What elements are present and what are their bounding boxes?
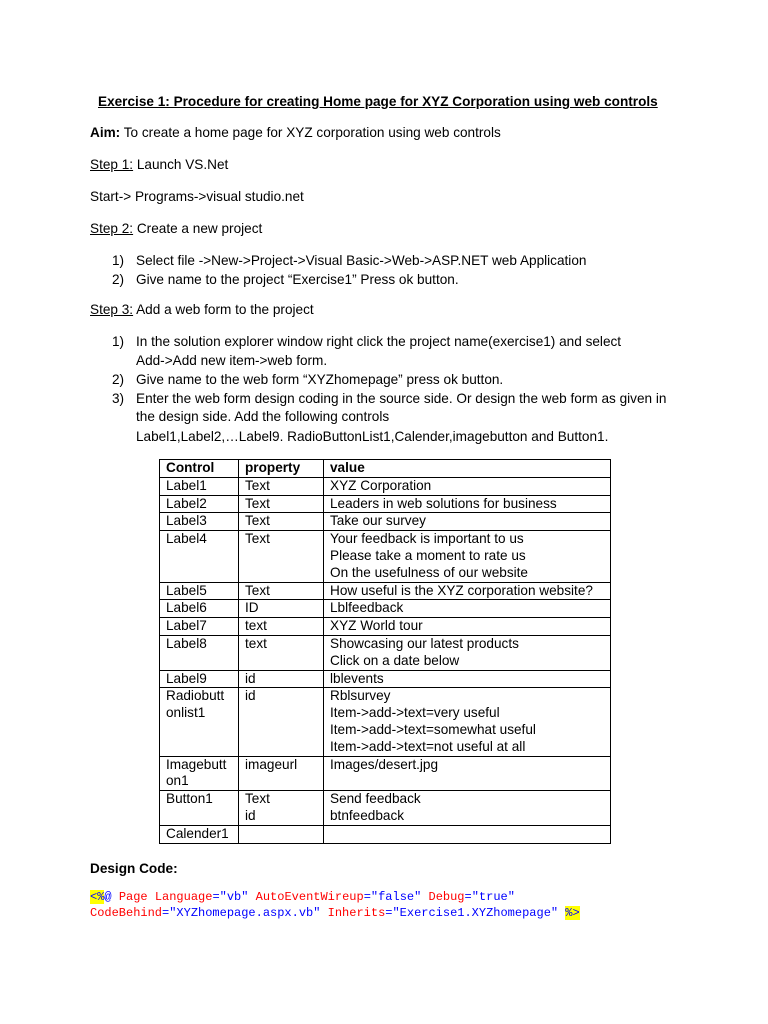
design-code-heading: Design Code: — [90, 861, 178, 876]
cell-property-line: Text — [245, 513, 270, 529]
cell-property-line: text — [245, 618, 267, 634]
code-token: ="true" — [464, 890, 515, 904]
cell-control-line: Label7 — [166, 618, 207, 634]
cell-property — [239, 756, 324, 791]
cell-value — [324, 670, 611, 688]
cell-control-line: onlist1 — [166, 705, 206, 721]
cell-value-line: XYZ Corporation — [330, 477, 432, 493]
step3-item-1-line-1: In the solution explorer window right click the project name(exercise1) and select — [136, 334, 622, 349]
cell-value-line: lblevents — [330, 670, 384, 686]
table-row — [160, 477, 611, 495]
code-token: ="vb" — [212, 890, 256, 904]
cell-value-line: Showcasing our latest products — [330, 635, 519, 651]
cell-control — [160, 531, 239, 582]
cell-property-line: Text — [245, 791, 270, 807]
cell-property-line: id — [245, 670, 256, 686]
cell-value — [324, 635, 611, 670]
cell-control-line: Label5 — [166, 582, 207, 598]
cell-property-line: Text — [245, 495, 270, 511]
step3-item-1-num: 1) — [112, 334, 125, 349]
cell-value — [324, 531, 611, 582]
table-row — [160, 531, 611, 582]
cell-control-line: Label4 — [166, 531, 207, 547]
cell-control-line: Calender1 — [166, 825, 229, 841]
table-row — [160, 688, 611, 756]
step3-line — [90, 301, 314, 318]
cell-control — [160, 495, 239, 513]
table-row — [160, 582, 611, 600]
code-token: %> — [565, 906, 580, 920]
code-token: <% — [90, 890, 105, 904]
table-row — [160, 513, 611, 531]
cell-value — [324, 825, 611, 843]
step1-label: Step 1: — [90, 157, 134, 172]
cell-control-line: Label1 — [166, 477, 207, 493]
cell-value-line: Please take a moment to rate us — [330, 547, 526, 563]
step3-item-1-line-2: Add->Add new item->web form. — [136, 353, 328, 368]
cell-value-line: Item->add->text=not useful at all — [330, 738, 526, 754]
step2-item-2-text: Give name to the project “Exercise1” Press ok button. — [136, 272, 459, 287]
step3-label: Step 3: — [90, 302, 134, 317]
cell-property — [239, 825, 324, 843]
header-value: value — [324, 460, 611, 478]
cell-control-line: Radiobutt — [166, 688, 225, 704]
cell-value-line: Item->add->text=very useful — [330, 705, 500, 721]
cell-property — [239, 477, 324, 495]
aim-label: Aim: — [90, 125, 121, 140]
table-row — [160, 825, 611, 843]
code-token: ="Exercise1.XYZhomepage" — [385, 906, 566, 920]
cell-value — [324, 513, 611, 531]
cell-value-line: Click on a date below — [330, 652, 460, 668]
cell-value — [324, 477, 611, 495]
code-token: Page — [118, 890, 155, 904]
cell-property — [239, 635, 324, 670]
step2-label: Step 2: — [90, 221, 134, 236]
cell-control — [160, 635, 239, 670]
cell-property-line: id — [245, 807, 256, 823]
cell-control — [160, 791, 239, 826]
code-token: CodeBehind — [90, 906, 163, 920]
code-token: @ — [104, 890, 119, 904]
code-token: Inherits — [327, 906, 386, 920]
cell-control — [160, 670, 239, 688]
step2-item-1-text: Select file ->New->Project->Visual Basic->Web->ASP.NET web Application — [136, 253, 587, 268]
cell-value-line: XYZ World tour — [330, 618, 423, 634]
cell-control-line: Label3 — [166, 513, 207, 529]
cell-value-line: Lblfeedback — [330, 600, 404, 616]
cell-control-line: Label8 — [166, 635, 207, 651]
code-token: AutoEventWireup — [255, 890, 364, 904]
cell-control-line: on1 — [166, 773, 189, 789]
step3-item-2-num: 2) — [112, 372, 125, 387]
cell-property-line: Text — [245, 477, 270, 493]
table-row — [160, 635, 611, 670]
cell-property-line: Text — [245, 531, 270, 547]
controls-table — [159, 459, 611, 844]
cell-value-line: Rblsurvey — [330, 688, 391, 704]
cell-control — [160, 618, 239, 636]
cell-control — [160, 600, 239, 618]
step2-item-1-num: 1) — [112, 253, 125, 268]
cell-value-line: Images/desert.jpg — [330, 756, 439, 772]
page-title: Exercise 1: Procedure for creating Home page for XYZ Corporation using web controls — [98, 94, 658, 109]
cell-control — [160, 825, 239, 843]
cell-property — [239, 600, 324, 618]
table-body — [160, 477, 611, 843]
cell-control-line: Label2 — [166, 495, 207, 511]
step3-item-3-line-2: the design side. Add the following controls — [136, 409, 390, 424]
cell-value — [324, 688, 611, 756]
cell-value — [324, 582, 611, 600]
cell-value — [324, 756, 611, 791]
step2-text: Create a new project — [133, 221, 263, 236]
cell-control-line: Imagebutt — [166, 756, 227, 772]
code-token: ="XYZhomepage.aspx.vb" — [162, 906, 328, 920]
step2-line — [90, 220, 262, 237]
header-control: Control — [160, 460, 239, 478]
cell-property — [239, 670, 324, 688]
step3-item-3-line-1: Enter the web form design coding in the source side. Or design the web form as given in — [136, 391, 667, 406]
header-property: property — [239, 460, 324, 478]
cell-value-line: btnfeedback — [330, 807, 405, 823]
table-row — [160, 791, 611, 826]
cell-property — [239, 582, 324, 600]
step1-line — [90, 156, 228, 173]
step3-item-2-line-1: Give name to the web form “XYZhomepage” press ok button. — [136, 372, 504, 387]
cell-control — [160, 513, 239, 531]
aim-line — [90, 124, 501, 141]
cell-value-line: Send feedback — [330, 791, 421, 807]
cell-value-line: Your feedback is important to us — [330, 531, 524, 547]
cell-property-line: ID — [245, 600, 259, 616]
cell-property — [239, 513, 324, 531]
cell-property-line: id — [245, 688, 256, 704]
step3-item-3-line-3: Label1,Label2,…Label9. RadioButtonList1,Calender,imagebutton and Button1. — [136, 429, 609, 444]
table-row — [160, 670, 611, 688]
aim-text: To create a home page for XYZ corporation using web controls — [120, 125, 501, 140]
cell-property-line: text — [245, 635, 267, 651]
cell-value-line: On the usefulness of our website — [330, 564, 528, 580]
cell-value — [324, 791, 611, 826]
cell-property-line: Text — [245, 582, 270, 598]
cell-control — [160, 688, 239, 756]
step3-item-3-num: 3) — [112, 391, 125, 406]
code-token: Language — [154, 890, 213, 904]
cell-value-line: Leaders in web solutions for business — [330, 495, 557, 511]
cell-value — [324, 495, 611, 513]
cell-value-line: Take our survey — [330, 513, 426, 529]
table-row — [160, 756, 611, 791]
cell-control-line: Button1 — [166, 791, 213, 807]
step1-detail: Start-> Programs->visual studio.net — [90, 189, 304, 204]
cell-value-line: Item->add->text=somewhat useful — [330, 721, 536, 737]
cell-property — [239, 791, 324, 826]
cell-property — [239, 688, 324, 756]
cell-property — [239, 531, 324, 582]
cell-control — [160, 477, 239, 495]
cell-value — [324, 600, 611, 618]
table-header-row — [160, 460, 611, 478]
code-token: ="false" — [363, 890, 429, 904]
cell-control-line: Label9 — [166, 670, 207, 686]
code-line-2 — [90, 905, 580, 922]
table-row — [160, 618, 611, 636]
cell-control — [160, 582, 239, 600]
cell-control — [160, 756, 239, 791]
cell-value-line: How useful is the XYZ corporation website? — [330, 582, 593, 598]
step3-text: Add a web form to the project — [133, 302, 314, 317]
cell-property — [239, 618, 324, 636]
step2-item-2-num: 2) — [112, 272, 125, 287]
table-row — [160, 495, 611, 513]
step1-text: Launch VS.Net — [133, 157, 229, 172]
cell-property-line: imageurl — [245, 756, 298, 772]
table-row — [160, 600, 611, 618]
code-token: Debug — [428, 890, 465, 904]
cell-control-line: Label6 — [166, 600, 207, 616]
cell-value — [324, 618, 611, 636]
code-line-1 — [90, 889, 515, 906]
cell-property — [239, 495, 324, 513]
